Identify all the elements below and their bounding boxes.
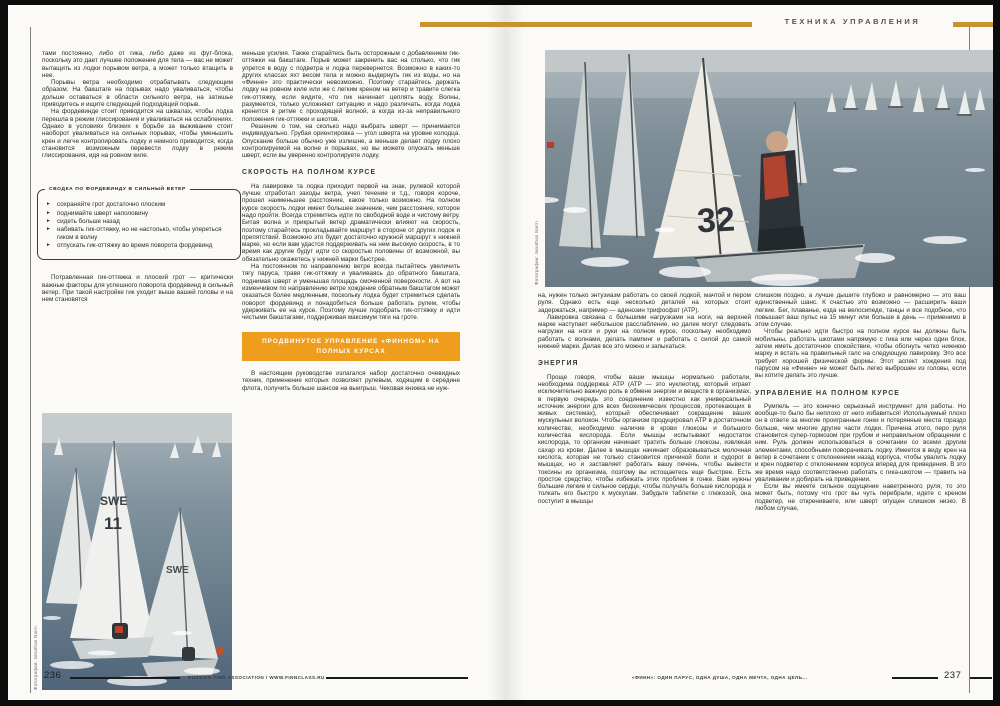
footer-rule <box>326 677 468 679</box>
paragraph: Румпель — это конечно серьезный инструмент для работы. Но вообще-то было бы неплохо от него избавиться! Используемый плохо он в ответе за многие проигранные гонки и потерянные места гораздо больше, чем многие другие части лодки. Причина этого, перо руля становится супер-тормозом при грубом и неправильном обращении с ним. Руль должен использоваться в сочетании со всеми другим элементами, способными поворачивать лодку. Имеется в виду крен на ветер в сочетании с отклонением назад корпуса, чтобы увалить лодку и крен подветер с отклонением корпуса вперед для приведения. В это же время надо соответственно работать с гика-шкотом — травить на уваливании и добирать на приведении. <box>755 402 966 483</box>
photo-credit-main: Фотографии: Jonathan Nairn <box>534 221 539 285</box>
summary-bullet-list <box>46 201 232 249</box>
summary-box-title: СВОДКА ПО ФОРДЕВИНДУ В СИЛЬНЫЙ ВЕТЕР <box>45 186 190 193</box>
paragraph: Порывы ветра необходимо отрабатывать следующим образом. На бакштаге на порывах надо уваливаться, чтобы дольше оставаться в области сильного ветра, на затишье приводитесь и ищите следующий подходящий порыв. <box>42 79 233 109</box>
footer-association-text: RUSSIAN FINN ASSOCIATION / WWW.FINNCLASS.RU <box>188 675 325 680</box>
right-page-column-1 <box>538 292 751 505</box>
bullet-item: ▸ сохраняйте грот достаточно плоским <box>46 201 232 208</box>
paragraph: На фордевинде стоит приводится на шквалах, чтобы лодка перешла в режим глиссирования и уваливаться на ослаблениях. Однако в условиях близких к борьбе за выживание стоит наоборот уваливаться на сильных порывах, чтобы уменьшить крен и легче контролировать лодку и немного приводится, когда становится возможным перевести лодку в режим глиссирования, идя на ровном киле. <box>42 108 233 160</box>
header-gold-rule-right <box>953 22 993 27</box>
paragraph: В настоящем руководстве излагался набор достаточно очевидных техник, применение которых позволяет рулевым, ходящим в середине флота, получить больше шансов на выигрыш. Чековая книжка не нуж- <box>242 369 460 392</box>
section-heading-speed-downwind: СКОРОСТЬ НА ПОЛНОМ КУРСЕ <box>242 169 377 177</box>
summary-box <box>37 189 241 260</box>
page-number-left: 236 <box>44 670 62 681</box>
advanced-handling-callout: ПРОДВИНУТОЕ УПРАВЛЕНИЕ «ФИННОМ» НА ПОЛНЫХ КУРСАХ <box>242 332 460 361</box>
sailboats-photo-illustration <box>42 413 232 690</box>
paragraph: Чтобы реально идти быстро на полном курсе вы должны быть мобильны, работать шкотами напрямую с гика или через один блок, затем иметь достаточное спокойствие, чтобы обогнуть четко нижнюю марку и встать на правильный галс на следующую лавировку. Это все требует хорошей физической формы. Этот аспект хождения под парусом на «Финне» не может быть легко выброшен из головы, если вы хотите делать это лучше. <box>755 328 966 380</box>
left-page-column-1 <box>42 50 233 303</box>
paragraph: Решение о том, на сколько надо выбрать шверт — принимается индивидуально. Грубая ориентировка — угол шверта на уровне колодца. Опускание больше обычно уже излишне, а меньше делает лодку плохо контролируемой на волне и порывах, но вы можете опускать меньше шверт, если вы уверенно контролируете лодку. <box>242 122 460 160</box>
header-gold-rule <box>420 22 752 27</box>
chapter-header-title: ТЕХНИКА УПРАВЛЕНИЯ <box>784 17 921 26</box>
bullet-item: ▸ набивать гик-оттяжку, но не настолько, чтобы упереться гиком в волну <box>46 226 232 241</box>
main-sail-number: 32 <box>696 200 736 241</box>
book-spread <box>8 5 993 700</box>
page-gutter-shadow <box>488 5 524 700</box>
bullet-item: ▸ поднимайте шверт наполовину <box>46 210 232 217</box>
main-photo-finn-downwind <box>545 50 993 287</box>
footer-motto-text: «ФИНН»: ОДИН ПАРУС, ОДНА ДУША, ОДНА МЕЧТА, ОДНА ЦЕЛЬ... <box>632 675 808 680</box>
bullet-item: ▸ отпускать гик-оттяжку во время поворота фордевинд <box>46 242 232 249</box>
right-page-column-2 <box>755 292 966 512</box>
paragraph: меньше усилия. Также старайтесь быть осторожным с добавлением гик-оттяжки на бакштаге. Порыв может закренить вас на столько, что гик упрется в воду с подветра и лодка перевернется. Возможно в каких-то других классах яхт весом тела и можно выдернуть гик из воды, но на «Финне» это практически невозможно. Поэтому старайтесь держать лодку на ровном киле или же с легким креном на ветер и травите слегка гик-оттяжку, если видите, что гик начинает цеплять воду. Волны, разумеется, только усложняют ситуацию и надо различать, когда лодка кренится в ритме с проходящей волной, а когда из-за неправильного положения гик-оттяжки и шкотов. <box>242 50 460 123</box>
main-photo-illustration <box>545 50 993 287</box>
paragraph: Потравленная гик-оттяжка и плоский грот — критически важные факторы для успешного поворота фордевинд в сильный ветер. При такой настройке гик уходит выше вашей головы и на нем становятся <box>42 274 233 304</box>
footer-rule <box>970 677 992 679</box>
bullet-item: ▸ сидеть больше назад <box>46 218 232 225</box>
paragraph: Если вы имеете сильное ощущение наветренного руля, то это может быть, потому что грот вы чуть перебрали, идете с креном подветер, не открениваете, или шверт опущен слишком низко. В любом случае, <box>755 483 966 513</box>
orange-buoy <box>216 647 224 655</box>
left-page-edge-line <box>30 27 31 693</box>
photo-credit-left: Фотографии: Jonathan Nairn <box>33 626 38 690</box>
footer-rule <box>70 677 180 679</box>
left-page-photo-sailboats <box>42 413 232 690</box>
paragraph: тами постоянно, либо от гика, либо даже из фут-блока, поскольку это дает лучшее положение для тела — вас не может вытащить из лодки порывом ветра, а может только втащить в нее. <box>42 50 233 79</box>
sail-country-label: SWE <box>100 494 128 508</box>
paragraph: На лавировке та лодка приходит первой на знак, рулевой которой лучше отработал заходы ветра, учел течение и т.д., говоря короче, прошел наименьшее расстояние, какое только возможно. На полном курсе скорость лодки имеет большее значение, чем расстояние, которое надо пройти. Всегда стремитесь идти по свободной воде и чистому ветру. Битая волна и прикрытый ветер драматически влияют на скорость, поэтому старайтесь прокладывайте маршрут в стороне от других лодок и препятствий. Возможно это будет достаточно кружной маршрут к нижней марке, но если вам удастся поддерживать на нем высокую скорость, в то время как другие будут идти со скоростью половины от возможной, вы обязательно окажетесь у нижней марки быстрее. <box>242 182 460 263</box>
red-flag <box>547 142 554 148</box>
section-heading-downwind-steering: УПРАВЛЕНИЕ НА ПОЛНОМ КУРСЕ <box>755 389 900 397</box>
sail-number-label: 11 <box>104 514 122 533</box>
paragraph: на, нужен только энтузиазм работать со своей лодкой, мачтой и пером руля. Однако есть еще несколько деталей на которых стоит задержаться, например — аденозин трифосфат (АТР). <box>538 292 751 314</box>
paragraph: На постоянном по направлению ветре всегда пытайтесь увеличить тягу паруса, травя гик-оттяжку и уваливаясь до обратного бакштага, поднимая шверт и уменьшая площадь смоченной поверхности. А вот на изменчивом по направлению ветре хождение обратным бакштагом может оказаться более медленным, поскольку лодка будет стремиться сделать поворот фордевинд и понадобиться больше работать рулем, чтобы удерживать ее на курсе. Поэтому лучше подобрать гик-оттяжку и идти чистыми бакштагами, поддерживая максимум тяги на гроте. <box>242 263 460 322</box>
left-page-column-2 <box>242 50 460 392</box>
paragraph: Лавировка связана с большими нагрузками на ноги, на верхней марке наступает небольшое расслабление, но далее могут следовать нагрузки на ноги и руки на полном курсе, поскольку необходимо работать с волнами, делать пампинг и работать с силой до самой нижней марки. Делая все это можно и запыхаться. <box>538 313 751 351</box>
section-heading-energy: ЭНЕРГИЯ <box>538 360 579 368</box>
sail-country-label: SWE <box>166 565 189 576</box>
paragraph: слишком поздно, а лучше дышите глубоко и равномерно — это ваш единственный шанс. К счастью это возможно — расширить ваши легкие. Бег, плаванье, езда на велосипеде, танцы и все подобное, что повышает ваш пульс на 15 минут или больше в день — применимо в этом случае. <box>755 292 966 329</box>
page-number-right: 237 <box>944 670 962 681</box>
paragraph: Проще говоря, чтобы ваши мышцы нормально работали, необходима поддержка АТР (АТР — это нуклеотид, который играет исключительно важную роль в обмене энергии и веществ в организмах, в первую очередь это соединение известно как универсальный источник энергии для всех биохимических процессов, протекающих в живых системах), который обеспечивает сокращение ваших мускульных волокон. Чтобы организм продуцировал АТР в достаточном количестве, необходимо наличие в крови глюкозы и большого количества кислорода. Если мышцы испытывают недостаток кислорода, то организм начинает тратить больше глюкозы, извлекая сахар из крови. Далее в мышцах начинает образовываться молочная кислота, которая не только становится причиной боли и судорог в мышцах, но и заставляет работать вашу печень, чтобы вывести токсины из организма, поэтому вы истощаетесь еще быстрее. Есть простое средство, чтобы избежать этих проблем в гонке. Вам нужны большие легкие и сильное сердце, чтобы получать больше кислорода и толкать его быстро к мускулам. Забудьте таблетки с глюкозой, она поступит в мышцы <box>538 373 751 505</box>
footer-rule <box>892 677 938 679</box>
